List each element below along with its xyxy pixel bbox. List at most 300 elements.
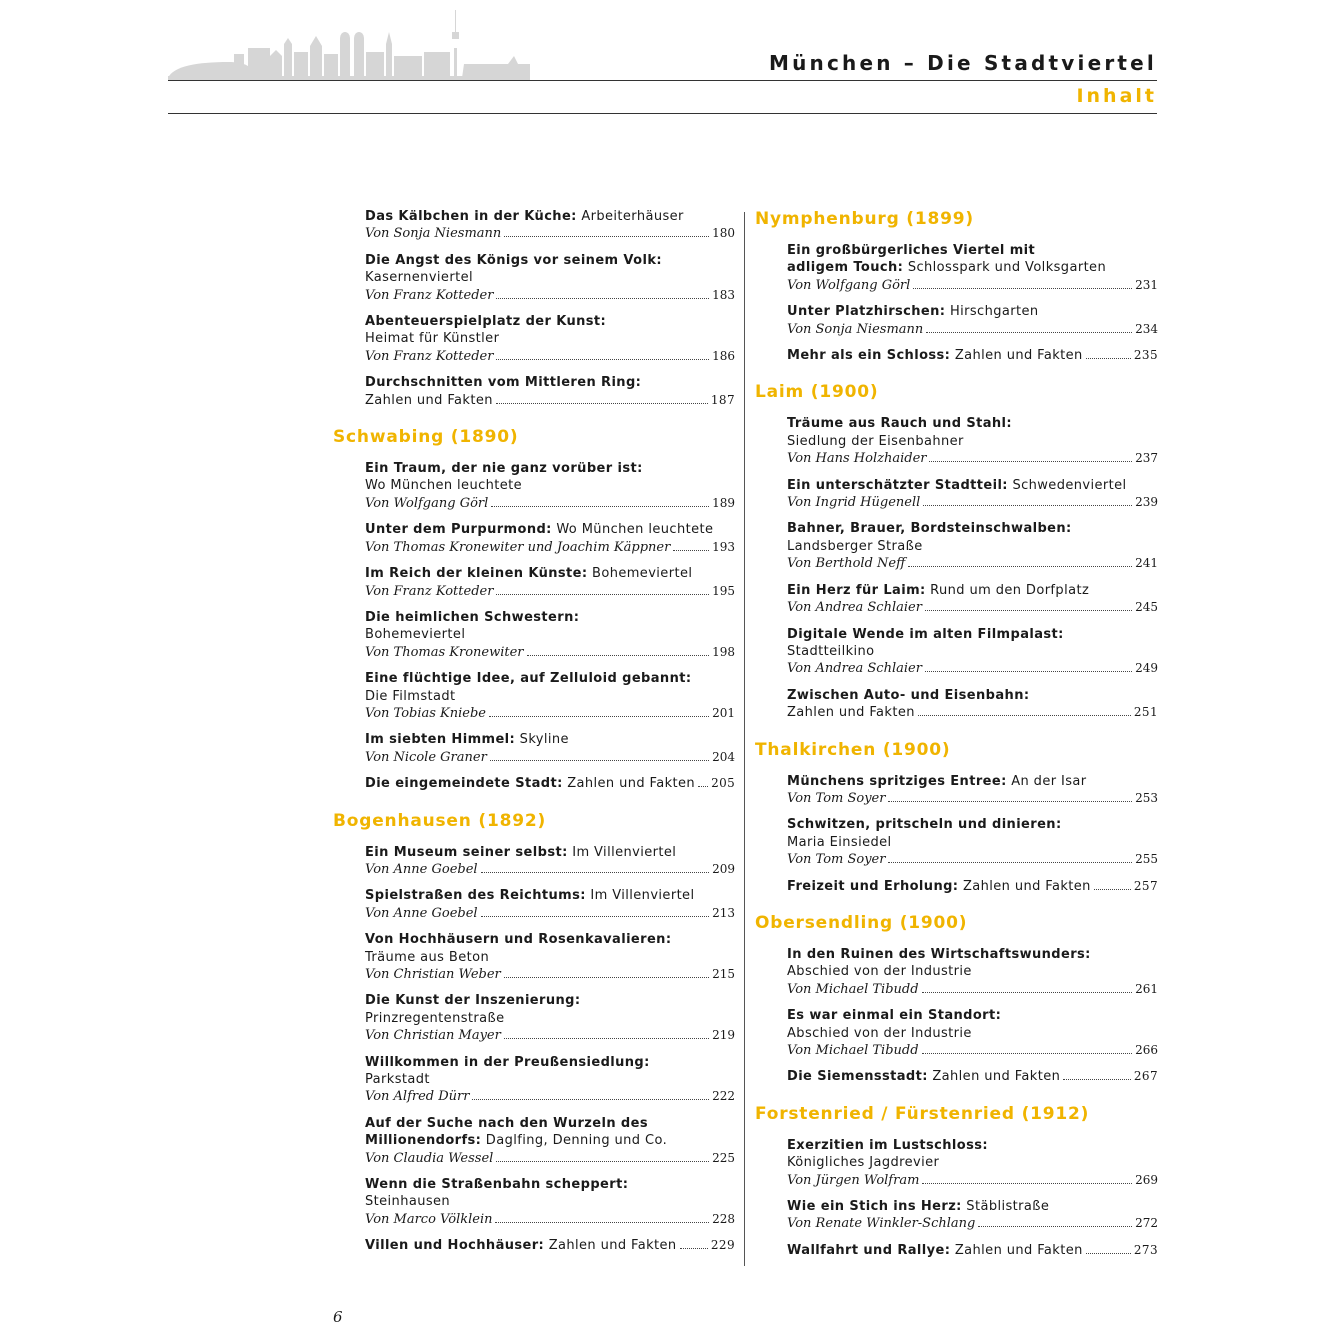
toc-entry-title: Durchschnitten vom Mittleren Ring: [365,375,642,391]
toc-entry-topic: Zahlen und Fakten [950,1242,1083,1258]
toc-byline [365,1088,735,1105]
toc-entry [787,477,1158,512]
toc-left-column [333,208,735,1264]
toc-page-number: 229 [710,1238,735,1253]
toc-author: Von Thomas Kronewiter und Joachim Käppner [365,539,671,555]
toc-page-number: 187 [710,392,735,407]
toc-entry [787,520,1158,572]
toc-page-number: 209 [712,861,735,876]
dot-leader [908,566,1132,567]
toc-entry-title: Wallfahrt und Rallye: [787,1242,951,1258]
toc-page-number: 213 [712,905,735,920]
dot-leader [918,715,1131,716]
toc-entry-heading [365,252,735,269]
toc-author: Von Michael Tibudd [787,1043,919,1058]
toc-entry [365,208,735,243]
toc-page-number: 237 [1135,451,1158,466]
toc-entry-title: Ein Traum, der nie ganz vorüber ist: [365,461,643,477]
district-heading: Thalkirchen (1900) [755,739,951,760]
toc-entry-text [787,347,1083,364]
dot-leader [495,1222,709,1223]
dot-leader [490,760,709,761]
toc-entry-title: Die eingemeindete Stadt: [365,776,563,792]
toc-entry [365,565,735,600]
toc-entry-topic: Bohemeviertel [587,566,693,582]
dot-leader [489,716,709,717]
toc-entry-title: Münchens spritziges Entree: [787,773,1007,789]
toc-entry-topic: Schwedenviertel [1007,477,1127,493]
toc-right-column [755,208,1158,1268]
column-divider [744,212,745,1266]
toc-byline [365,705,735,722]
dot-leader [504,977,709,978]
toc-page-number: 255 [1135,852,1158,867]
toc-entry-topic: Heimat für Künstler [365,331,500,347]
toc-entry-title: Es war einmal ein Standort: [787,1008,1002,1024]
toc-author: Von Alfred Dürr [365,1089,470,1105]
toc-author: Von Renate Winkler-Schlang [787,1216,976,1232]
toc-entry-heading [787,687,1158,704]
toc-entry-heading [787,582,1158,599]
toc-byline [787,851,1158,868]
munich-skyline-illustration [168,8,530,80]
toc-entry [787,415,1158,467]
toc-entry-title: adligem Touch: [787,260,904,276]
toc-entry-heading [365,374,735,391]
toc-entry-heading [787,520,1158,537]
toc-entry-topic: Zahlen und Fakten [562,776,696,792]
toc-entry-topic: Prinzregentenstraße [365,1010,505,1026]
toc-entry-topic: Arbeiterhäuser [576,209,684,224]
toc-entry [365,1176,735,1228]
toc-entry-title: Millionendorfs: [365,1133,482,1149]
toc-entry-title: Ein Herz für Laim: [787,582,926,598]
toc-entry-title: Unter Platzhirschen: [787,304,946,320]
toc-entry-heading [365,670,735,687]
dot-leader [698,786,708,787]
toc-byline [365,749,735,766]
dot-leader [1063,1079,1131,1080]
toc-entry-topic: Im Villenviertel [585,888,695,904]
toc-entry-heading [365,844,735,861]
dot-leader [923,505,1132,506]
toc-author: Von Andrea Schlaier [787,600,922,616]
toc-entry [787,242,1158,294]
toc-entry-topic: Kasernenviertel [365,270,473,286]
dot-leader [888,862,1132,863]
toc-page-number: 219 [712,1028,735,1043]
toc-entry-topic: Rund um den Dorfplatz [925,582,1090,598]
toc-entry-line [787,704,1158,721]
toc-entry-heading [365,1176,735,1193]
toc-entry [787,347,1158,364]
dot-leader [496,1161,709,1162]
toc-entry-topic: Zahlen und Fakten [544,1238,677,1254]
toc-entry-title: Freizeit und Erholung: [787,878,959,894]
toc-byline [787,1172,1158,1189]
toc-page-number: 195 [712,583,735,598]
toc-byline [787,450,1158,467]
dot-leader [504,1038,709,1039]
toc-byline [787,494,1158,511]
toc-entry [787,946,1158,998]
toc-byline [365,861,735,878]
toc-entry-title: Ein Museum seiner selbst: [365,844,568,860]
toc-entry-heading [365,731,735,748]
toc-page-number: 257 [1133,878,1158,893]
toc-entry [787,773,1158,808]
toc-byline [365,539,735,556]
toc-page-number: 267 [1133,1069,1158,1084]
toc-byline [365,644,735,661]
toc-entry-topic: Zahlen und Fakten [927,1069,1061,1085]
toc-page-number: 228 [712,1211,735,1226]
toc-byline [787,790,1158,807]
toc-entry-heading-cont [365,1132,735,1149]
toc-entry [365,521,735,556]
toc-author: Von Nicole Graner [365,749,487,765]
toc-entry-heading [365,992,735,1009]
dot-leader [504,236,709,237]
toc-entry-text [787,1242,1083,1259]
toc-author: Von Christian Mayer [365,1028,501,1044]
toc-entry [787,1198,1158,1233]
toc-entry [787,1007,1158,1059]
toc-entry-line [787,1242,1158,1259]
toc-page-number: 201 [712,705,735,720]
toc-page-number: 205 [711,776,736,791]
toc-entry-title: Exerzitien im Lustschloss: [787,1137,988,1153]
toc-entry-topic: Daglfing, Denning und Co. [481,1133,668,1149]
toc-page-number: 272 [1135,1216,1158,1231]
toc-entry-topic: Stäblistraße [961,1199,1050,1215]
toc-page-number: 261 [1135,981,1158,996]
toc-page-number: 251 [1133,705,1158,720]
dot-leader [491,506,709,507]
district-heading: Schwabing (1890) [333,427,519,448]
toc-entry-title: Im Reich der kleinen Künste: [365,566,588,582]
contents-heading: Inhalt [1076,85,1157,107]
toc-entry-topic: Zahlen und Fakten [365,392,493,408]
toc-entry [787,687,1158,722]
toc-entry-topic: Zahlen und Fakten [958,878,1091,894]
toc-author: Von Franz Kotteder [365,348,494,364]
toc-entry-title: Spielstraßen des Reichtums: [365,888,586,904]
toc-author: Von Tom Soyer [787,790,886,806]
dot-leader [925,671,1132,672]
dot-leader [481,872,710,873]
toc-entry [365,1237,735,1254]
toc-author: Von Wolfgang Görl [787,277,911,293]
toc-entry-text [787,878,1091,895]
toc-entry-heading [365,521,735,538]
dot-leader [929,461,1132,462]
district-heading: Forstenried / Fürstenried (1912) [755,1103,1090,1124]
toc-byline [365,905,735,922]
toc-entry [365,887,735,922]
toc-author: Von Claudia Wessel [365,1150,494,1166]
toc-entry-heading [365,1054,735,1071]
toc-entry-topic: Schlosspark und Volksgarten [903,260,1107,276]
toc-entry-title: Von Hochhäusern und Rosenkavalieren: [365,932,672,948]
toc-entry-heading [787,477,1158,494]
toc-entry-topic: Skyline [515,732,569,748]
toc-entry [787,582,1158,617]
toc-entry-topic: Siedlung der Eisenbahner [787,433,964,449]
toc-byline [787,321,1158,338]
toc-entry-title: Eine flüchtige Idee, auf Zelluloid gebannt: [365,671,692,687]
toc-entry-line [787,878,1158,895]
toc-entry [787,878,1158,895]
toc-entry [365,931,735,983]
dot-leader [527,655,710,656]
toc-byline [365,583,735,600]
toc-entry [365,1115,735,1167]
toc-entry-title: Ein großbürgerliches Viertel mit [787,243,1036,258]
toc-entry [365,252,735,304]
toc-entry-title: Bahner, Brauer, Bordsteinschwalben: [787,521,1072,537]
toc-page-number: 183 [712,287,735,302]
toc-entry-line [787,1068,1158,1085]
toc-entry-text [365,1237,677,1254]
toc-entry-title: Mehr als ein Schloss: [787,348,951,364]
toc-page-number: 189 [712,495,735,510]
toc-entry-heading [787,242,1158,259]
toc-entry [365,313,735,365]
dot-leader [978,1226,1132,1227]
toc-entry-topic: Abschied von der Industrie [787,964,972,980]
toc-page-number: 215 [712,967,735,981]
toc-entry-title: Zwischen Auto- und Eisenbahn: [787,687,1030,703]
toc-entry-title: Abenteuerspielplatz der Kunst: [365,314,607,330]
toc-page-number: 249 [1135,661,1158,676]
header-rule-top [168,80,1157,81]
toc-entry-text [365,775,695,792]
toc-entry-topic: Steinhausen [365,1194,451,1210]
toc-page-number: 180 [712,226,735,241]
toc-entry-heading [787,946,1158,963]
toc-entry [365,460,735,512]
toc-entry-heading [787,1198,1158,1215]
toc-page-number: 222 [712,1089,735,1104]
toc-page-number: 186 [712,348,735,363]
toc-byline [787,981,1158,998]
toc-entry-title: Digitale Wende im alten Filmpalast: [787,626,1064,642]
toc-entry-title: In den Ruinen des Wirtschaftswunders: [787,946,1091,962]
page-number: 6 [333,1308,343,1326]
toc-entry-topic: Zahlen und Fakten [787,705,915,721]
toc-entry-heading [787,1007,1158,1024]
toc-page-number: 266 [1135,1043,1158,1057]
dot-leader [680,1248,708,1249]
dot-leader [1086,1253,1131,1254]
toc-byline [365,966,735,983]
toc-entry-title: Im siebten Himmel: [365,732,516,748]
toc-author: Von Anne Goebel [365,861,478,877]
dot-leader [888,801,1132,802]
toc-author: Von Wolfgang Görl [365,495,489,511]
toc-byline [365,287,735,304]
toc-entry-topic: Abschied von der Industrie [787,1025,972,1041]
toc-entry-title: Träume aus Rauch und Stahl: [787,416,1012,432]
toc-entry-title: Schwitzen, pritscheln und dinieren: [787,817,1062,833]
toc-entry-topic: Träume aus Beton [365,949,490,965]
toc-entry-heading [365,887,735,904]
toc-byline [365,1211,735,1228]
dot-leader [922,1053,1133,1054]
dot-leader [481,916,710,917]
toc-entry [787,303,1158,338]
dot-leader [496,298,709,299]
district-heading: Laim (1900) [755,382,879,403]
dot-leader [922,1183,1132,1184]
toc-page-number: 235 [1133,348,1158,363]
toc-entry-text [787,1068,1060,1085]
dot-leader [913,288,1132,289]
toc-author: Von Hans Holzhaider [787,451,927,467]
toc-byline [365,348,735,365]
toc-entry [365,775,735,792]
toc-entry-title: Die heimlichen Schwestern: [365,609,580,625]
toc-author: Von Michael Tibudd [787,981,919,997]
dot-leader [496,403,708,404]
toc-entry-title: Wenn die Straßenbahn scheppert: [365,1177,629,1193]
toc-entry-title: Die Kunst der Inszenierung: [365,993,581,1009]
toc-entry-topic: Wo München leuchtete [551,522,714,538]
toc-byline [365,495,735,512]
toc-author: Von Ingrid Hügenell [787,495,921,511]
dot-leader [922,992,1133,993]
toc-entry-heading [365,565,735,582]
toc-entry-heading [365,1115,735,1132]
toc-entry-heading [365,609,735,626]
toc-entry [365,670,735,722]
toc-entry-heading [365,931,735,948]
toc-entry-heading [787,816,1158,833]
toc-page-number: 225 [712,1150,735,1165]
toc-entry-heading [365,460,735,477]
toc-author: Von Sonja Niesmann [365,226,502,242]
toc-entry-topic: Bohemeviertel [365,627,466,643]
toc-entry-line [365,775,735,792]
header-rule-bottom [168,113,1157,114]
toc-page-number: 253 [1135,790,1158,805]
toc-entry [365,731,735,766]
toc-author: Von Marco Völklein [365,1211,493,1227]
toc-page-number: 241 [1135,556,1158,571]
toc-author: Von Tom Soyer [787,852,886,868]
dot-leader [1086,358,1131,359]
toc-entry-topic: Wo München leuchtete [365,478,523,494]
toc-page-number: 204 [712,749,735,764]
toc-entry-title: Die Siemensstadt: [787,1069,928,1085]
toc-entry-topic: An der Isar [1006,773,1087,789]
toc-author: Von Thomas Kronewiter [365,644,524,660]
toc-entry-heading [787,626,1158,643]
toc-entry-topic: Die Filmstadt [365,688,456,704]
toc-entry-title: Villen und Hochhäuser: [365,1238,545,1254]
toc-page-number: 273 [1133,1242,1158,1257]
toc-entry-title: Unter dem Purpurmond: [365,522,552,538]
toc-entry-topic: Im Villenviertel [567,844,677,860]
toc-entry-heading [365,208,735,225]
toc-author: Von Sonja Niesmann [787,321,924,337]
toc-entry-title: Das Kälbchen in der Küche: [365,209,577,224]
dot-leader [496,594,709,595]
toc-entry-heading [787,773,1158,790]
toc-author: Von Franz Kotteder [365,287,494,303]
toc-byline [365,225,735,242]
toc-author: Von Franz Kotteder [365,583,494,599]
toc-entry-line [365,392,735,409]
dot-leader [472,1099,709,1100]
toc-byline [787,277,1158,294]
dot-leader [673,550,709,551]
toc-entry [365,844,735,879]
toc-byline [787,660,1158,677]
toc-entry-heading-cont [787,259,1158,276]
toc-page-number: 198 [712,644,735,659]
dot-leader [926,332,1132,333]
toc-author: Von Anne Goebel [365,905,478,921]
district-heading: Obersendling (1900) [755,912,968,933]
toc-entry-line [365,1237,735,1254]
toc-page-number: 269 [1135,1172,1158,1187]
toc-entry-title: Auf der Suche nach den Wurzeln des [365,1115,648,1131]
toc-author: Von Berthold Neff [787,556,906,572]
toc-entry [787,816,1158,868]
dot-leader [925,610,1132,611]
toc-entry [787,1137,1158,1189]
toc-page-number: 193 [712,539,735,554]
toc-entry-topic: Hirschgarten [945,304,1039,320]
district-heading: Bogenhausen (1892) [333,810,547,831]
book-title: München – Die Stadtviertel [768,51,1157,75]
toc-entry [787,1242,1158,1259]
toc-entry-heading [787,1137,1158,1154]
toc-entry-title: Ein unterschätzter Stadtteil: [787,477,1008,493]
toc-entry-topic: Stadtteilkino [787,643,875,659]
toc-entry-topic: Parkstadt [365,1072,430,1088]
toc-entry [365,374,735,409]
toc-entry [787,1068,1158,1085]
toc-entry-topic: Maria Einsiedel [787,834,892,850]
district-heading: Nymphenburg (1899) [755,209,974,229]
toc-entry-heading [787,303,1158,320]
toc-entry [365,1054,735,1106]
toc-author: Von Christian Weber [365,967,501,982]
dot-leader [496,359,709,360]
toc-entry-heading [787,415,1158,432]
toc-entry-title: Wie ein Stich ins Herz: [787,1199,962,1215]
dot-leader [1094,889,1131,890]
toc-byline [365,1150,735,1167]
toc-page-number: 234 [1135,321,1158,336]
toc-entry [365,992,735,1044]
toc-entry [787,626,1158,678]
toc-author: Von Jürgen Wolfram [787,1172,920,1188]
toc-byline [787,1215,1158,1232]
toc-entry [365,609,735,661]
toc-byline [787,599,1158,616]
toc-page-number: 231 [1135,277,1158,292]
toc-entry-topic: Landsberger Straße [787,538,923,554]
toc-entry-title: Willkommen in der Preußensiedlung: [365,1054,650,1070]
toc-entry-topic: Königliches Jagdrevier [787,1155,940,1171]
toc-byline [365,1027,735,1044]
toc-entry-line [787,347,1158,364]
toc-byline [787,1042,1158,1059]
